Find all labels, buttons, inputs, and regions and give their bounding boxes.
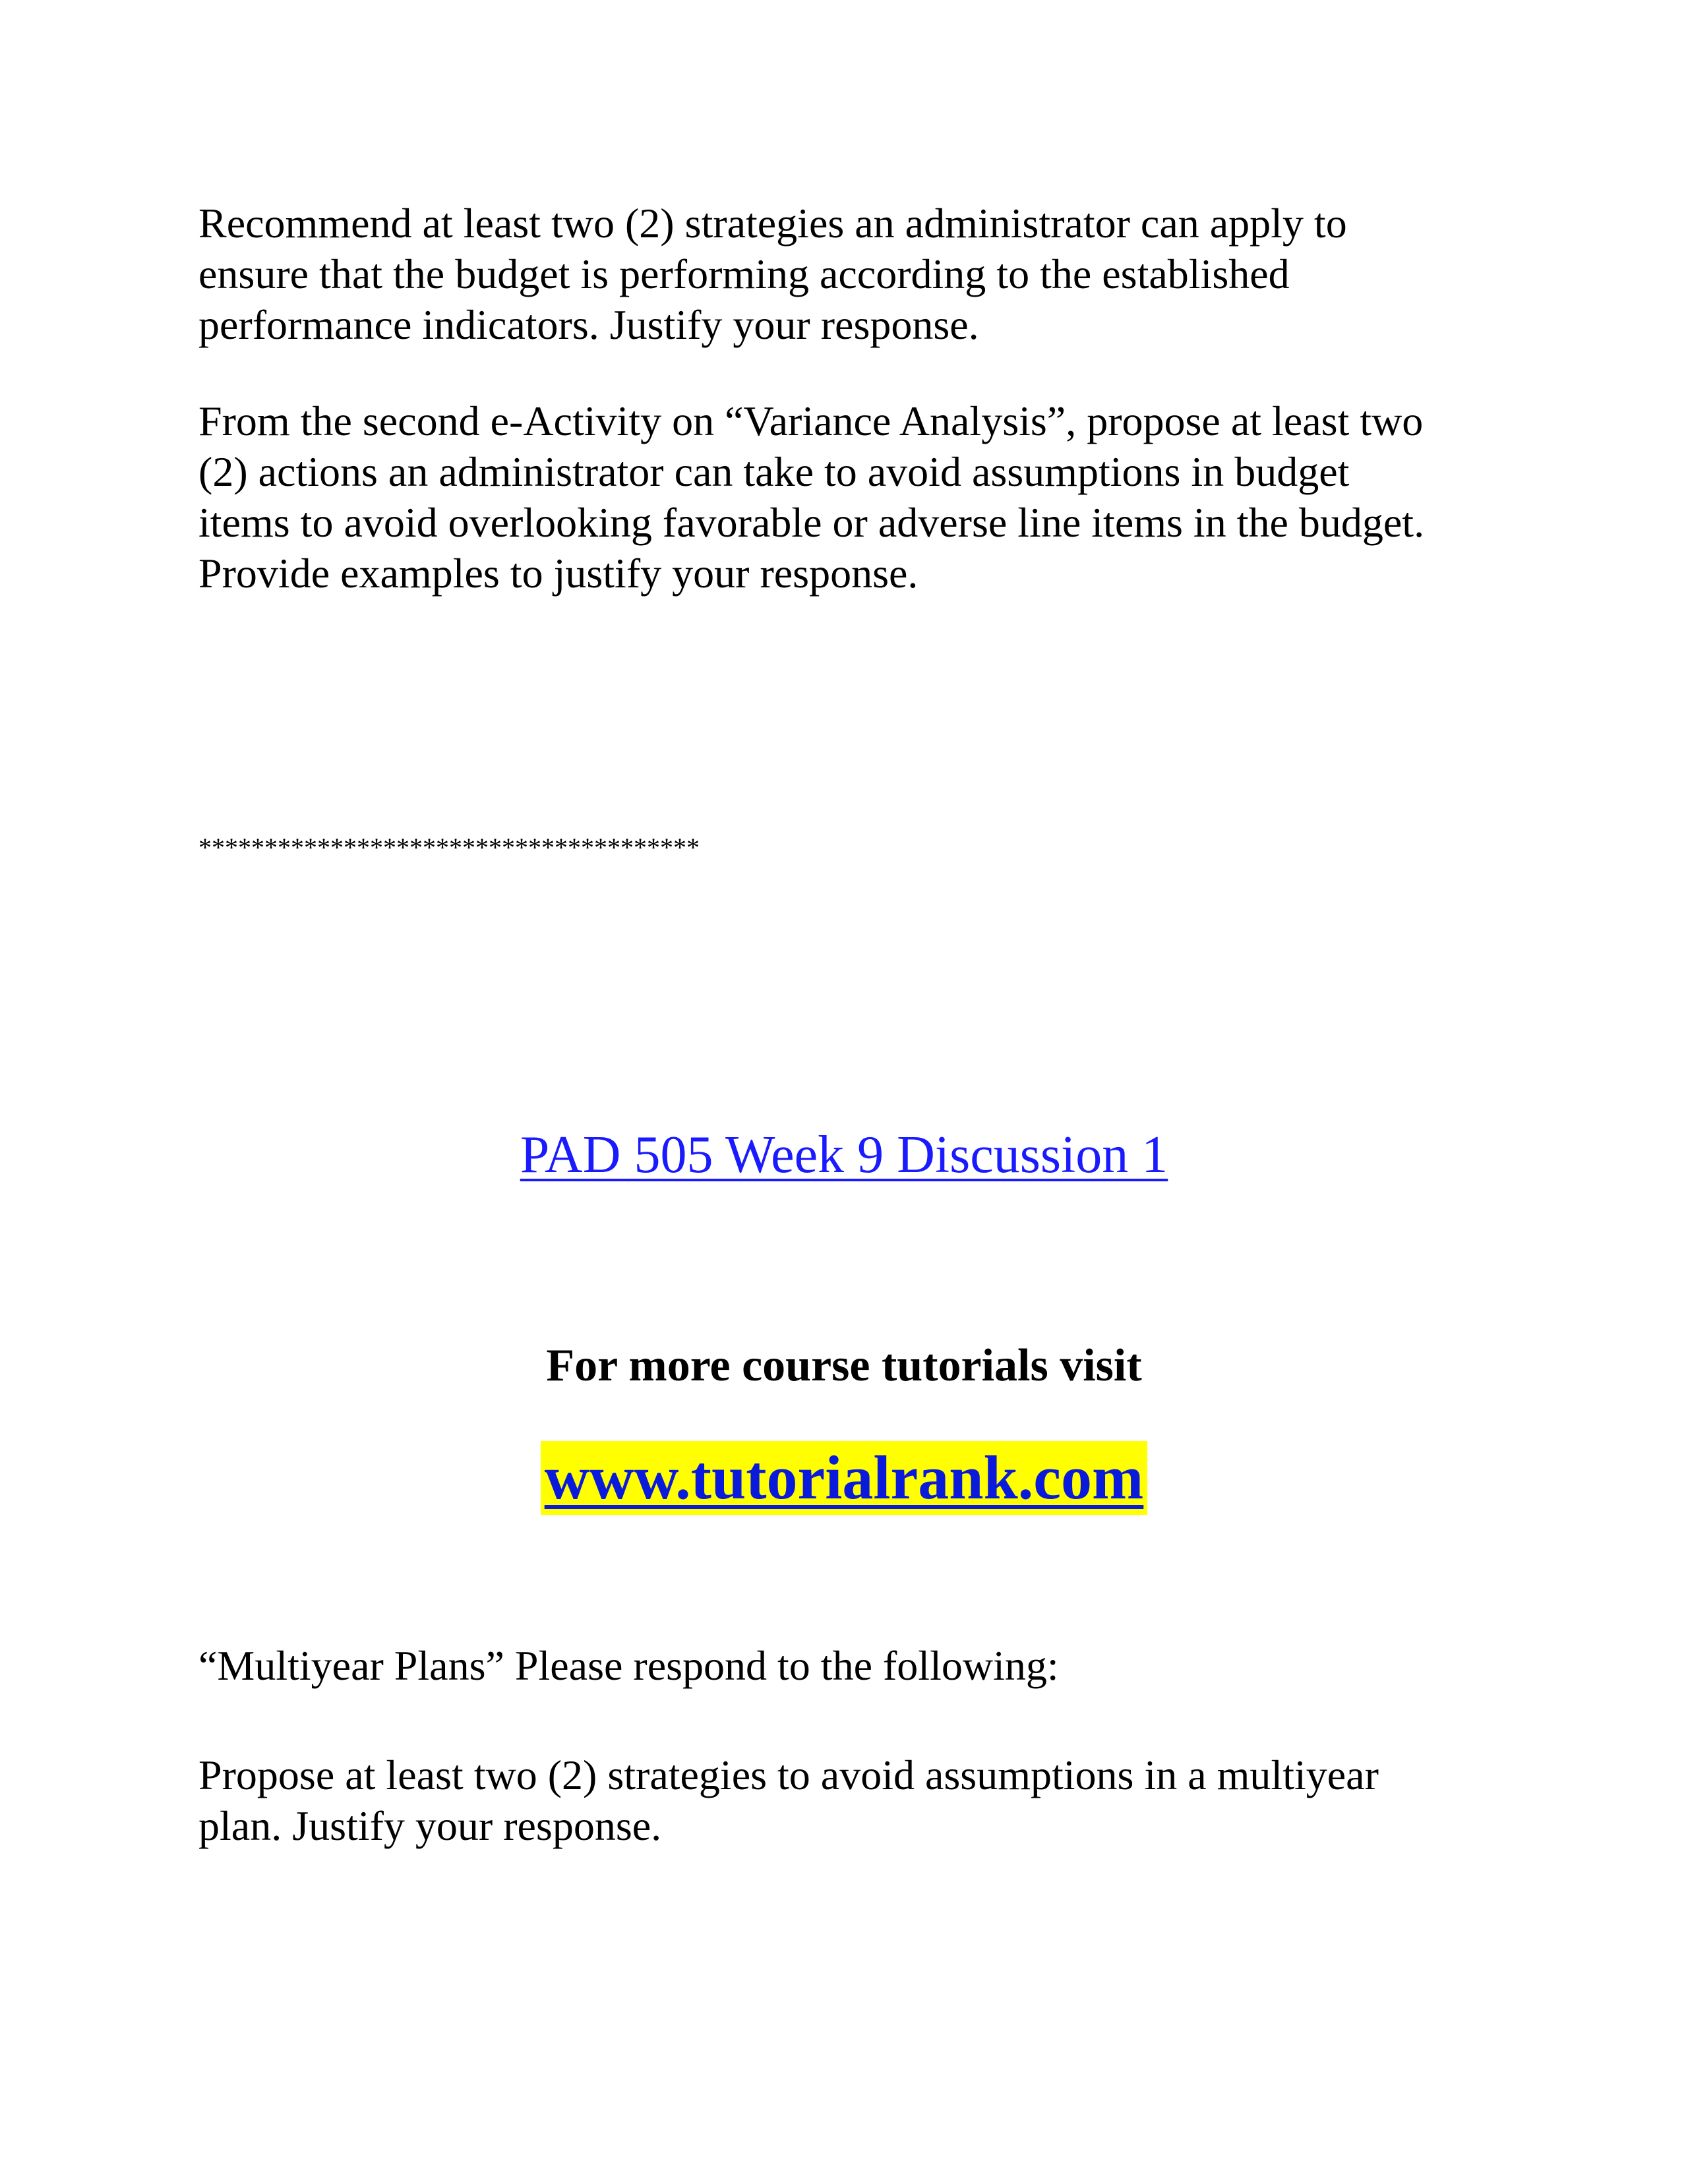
asterisk-separator: ************************************** xyxy=(198,833,700,862)
course-link-container xyxy=(0,1123,1688,1187)
text-line: ensure that the budget is performing according to the established xyxy=(198,251,1290,297)
course-title-link[interactable]: PAD 505 Week 9 Discussion 1 xyxy=(520,1126,1168,1184)
paragraph-variance-analysis xyxy=(198,396,1504,599)
paragraph-multiyear-question xyxy=(198,1750,1504,1851)
text-line: items to avoid overlooking favorable or adverse line items in the budget. xyxy=(198,499,1425,546)
text-line: Recommend at least two (2) strategies an administrator can apply to xyxy=(198,200,1347,247)
paragraph-multiyear-heading xyxy=(198,1640,1504,1691)
text-line: performance indicators. Justify your response. xyxy=(198,301,979,348)
text-line: plan. Justify your response. xyxy=(198,1802,662,1849)
site-link-container xyxy=(0,1441,1688,1515)
website-link[interactable]: www.tutorialrank.com xyxy=(541,1441,1148,1515)
visit-heading: For more course tutorials visit xyxy=(546,1340,1142,1391)
text-line: From the second e-Activity on “Variance Analysis”, propose at least two xyxy=(198,398,1424,444)
visit-heading-container xyxy=(0,1338,1688,1394)
text-line: “Multiyear Plans” Please respond to the following: xyxy=(198,1642,1059,1689)
text-line: Provide examples to justify your response. xyxy=(198,550,919,597)
text-line: (2) actions an administrator can take to avoid assumptions in budget xyxy=(198,448,1350,495)
paragraph-budget-strategies xyxy=(198,198,1504,350)
text-line: Propose at least two (2) strategies to avoid assumptions in a multiyear xyxy=(198,1752,1379,1798)
